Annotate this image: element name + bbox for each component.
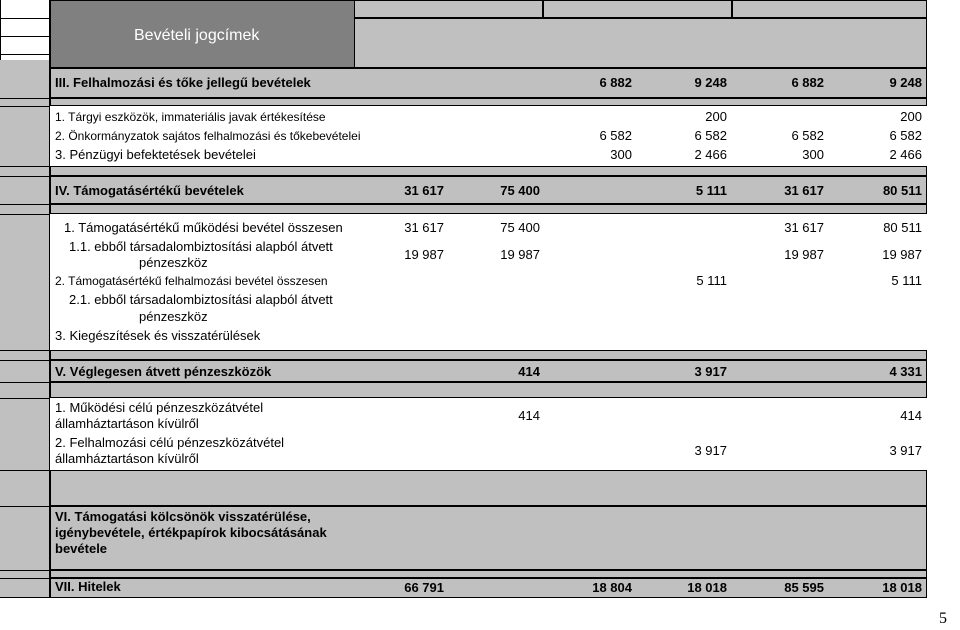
row-v-2-label-1: 2. Felhalmozási célú pénzeszközátvétel [55, 435, 285, 450]
row-v-2-label-2: államháztartáson kívülről [55, 451, 199, 466]
row-vi-label-2: igénybevétele, értékpapírok kibocsátásának [55, 525, 327, 540]
row-iv-11-label-1: 1.1. ebből társadalombiztosítási alapból átvett [69, 239, 333, 254]
row-v-label: V. Véglegesen átvett pénzeszközök [55, 364, 272, 379]
row-iii-2-label: 2. Önkormányzatok sajátos felhalmozási és tőkebevételei [55, 129, 361, 143]
row-v-1-label-2: államháztartáson kívülről [55, 416, 199, 431]
row-vii-label: VII. Hitelek [55, 579, 121, 594]
row-iii-1-label: 1. Tárgyi eszközök, immateriális javak értékesítése [55, 110, 326, 124]
row-iv-11-label-2: pénzeszköz [139, 255, 208, 270]
left-gray-col [0, 60, 50, 597]
row-iv-label: IV. Támogatásértékű bevételek [55, 183, 244, 198]
row-iv-21-label-1: 2.1. ebből társadalombiztosítási alapból átvett [69, 292, 333, 307]
row-iv-1-label: 1. Támogatásértékű működési bevétel összesen [64, 220, 343, 235]
header-title: Bevételi jogcímek [134, 27, 260, 44]
header-subcell-2 [543, 0, 732, 18]
header-subcell-1 [354, 0, 543, 18]
row-v-1-label-1: 1. Működési célú pénzeszközátvétel [55, 400, 264, 415]
row-iv-21-label-2: pénzeszköz [139, 309, 208, 324]
row-vi-label-3: bevétele [55, 541, 108, 556]
row-iv-3-label: 3. Kiegészítések és visszatérülések [55, 328, 261, 343]
header-subcell-3 [732, 0, 927, 18]
row-vi-label-1: VI. Támogatási kölcsönök visszatérülése, [55, 509, 311, 524]
header-mid-band [354, 18, 927, 68]
row-iv-2-label: 2. Támogatásértékű felhalmozási bevétel összesen [55, 274, 328, 288]
row-iii-label: III. Felhalmozási és tőke jellegű bevételek [55, 75, 311, 90]
page-number: 5 [939, 610, 947, 627]
row-iii-3-label: 3. Pénzügyi befektetések bevételei [55, 147, 256, 162]
spreadsheet-page: Bevételi jogcímek III. Felhalmozási és tőke jellegű bevételek 6 882 9 248 6 882 9 248 1. Tárgyi eszközök, immateriális javak értékesítése 200 200 2. Önkormányzatok sajátos felhalmozási és tőkebevételei 6 582 6 582 6 582 6 582 3. Pénzügyi befektetések bevételei 300 2 466 300 2 466 IV. Támogatásértékű bevételek 31 617 75 400 5 111 31 617 80 511 1. Támogatásértékű működési bevétel összesen 31 617 75 400 31 617 80 511 1.1. ebből társadalombiztosítási alapból átvett pénzeszköz 19 987 19 987 19 987 19 987 2. Támogatásértékű felhalmozási bevétel összesen 5 111 5 111 2.1. ebből társadalombiztosítási alapból átvett pénzeszköz 3. Kiegészítések és visszatérülések V. Véglegesen átvett pénzeszközök 414 3 917 4 331 1. Működési célú pénzeszközátvétel államháztartáson kívülről 414 414 2. Felhalmozási célú pénzeszközátvétel államháztartáson kívülről 3 917 3 917 VI. Támogatási kölcsönök visszatérülése, igénybevétele, értékpapírok kibocsátásának bevétele VII. Hitelek 66 791 18 804 18 018 85 595 18 018 5 [0, 0, 960, 630]
